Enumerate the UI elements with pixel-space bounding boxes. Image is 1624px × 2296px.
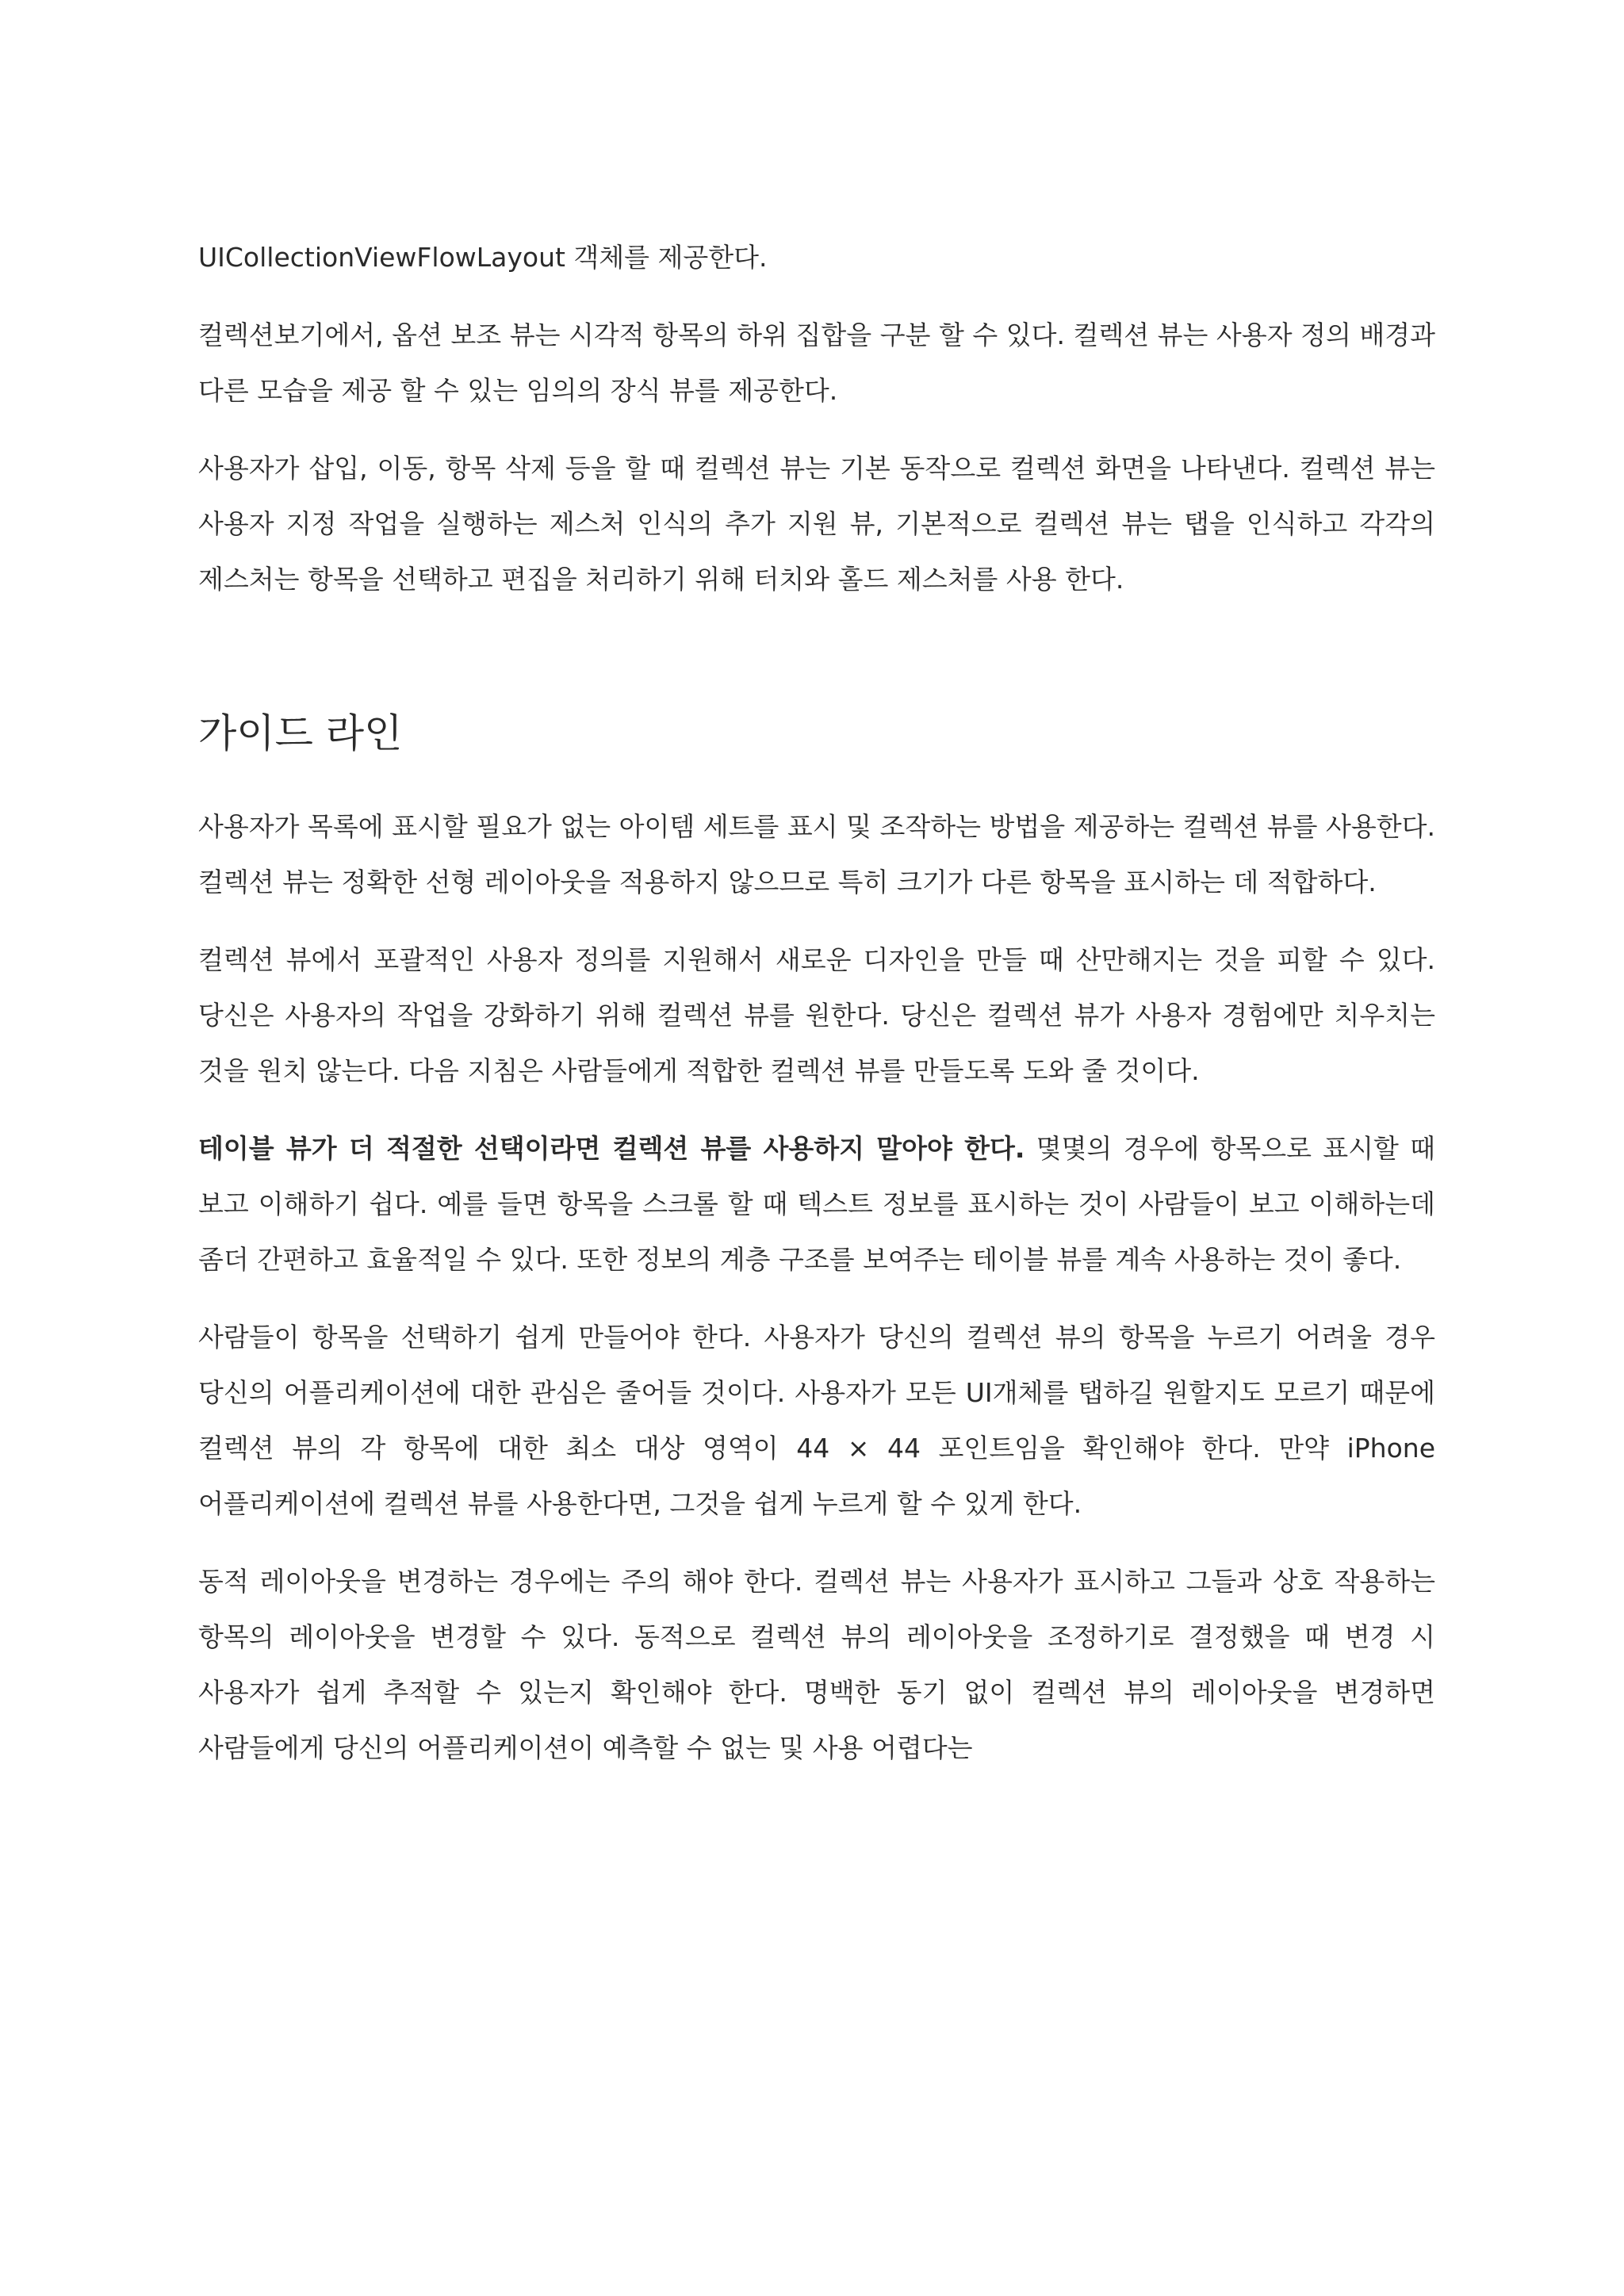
section-title-guidelines: 가이드 라인 xyxy=(198,710,403,756)
paragraph-default-animations: 사용자가 삽입, 이동, 항목 삭제 등을 할 때 컬렉션 뷰는 기본 동작으로 컬렉션 화면을 나타낸다. 컬렉션 뷰는 사용자 지정 작업을 실행하는 제스처 인식의 추가 지원 뷰, 기본적으로 컬렉션 뷰는 탭을 인식하고 각각의 제스처는 항목을 선택하고 편집을 처리하기 위해 터치와 홀드 제스처를 사용 한다. xyxy=(198,453,1435,595)
intro-line: UICollectionViewFlowLayout 객체를 제공한다. xyxy=(198,242,768,273)
paragraph-supplementary-views: 컬렉션보기에서, 옵션 보조 뷰는 시각적 항목의 하위 집합을 구분 할 수 있다. 컬렉션 뷰는 사용자 정의 배경과 다른 모습을 제공 할 수 있는 임의의 장식 뷰를 제공한다. xyxy=(198,320,1435,406)
document-page xyxy=(198,230,1435,1798)
paragraph-body: 몇몇의 경우에 항목으로 표시할 때 보고 이해하기 쉽다. 예를 들면 항목을 스크롤 할 때 텍스트 정보를 표시하는 것이 사람들이 보고 이해하는데 좀더 간편하고 효율적일 수 있다. 또한 정보의 계층 구조를 보여주는 테이블 뷰를 계속 사용하는 것이 좋다. xyxy=(198,1133,1435,1275)
paragraph-table-view-choice xyxy=(198,1121,1435,1288)
paragraph-use-collection-view: 사용자가 목록에 표시할 필요가 없는 아이템 세트를 표시 및 조작하는 방법을 제공하는 컬렉션 뷰를 사용한다. 컬렉션 뷰는 정확한 선형 레이아웃을 적용하지 않으므로 특히 크기가 다른 항목을 표시하는 데 적합하다. xyxy=(198,811,1435,897)
paragraph-dynamic-layout: 동적 레이아웃을 변경하는 경우에는 주의 해야 한다. 컬렉션 뷰는 사용자가 표시하고 그들과 상호 작용하는 항목의 레이아웃을 변경할 수 있다. 동적으로 컬렉션 뷰의 레이아웃을 조정하기로 결정했을 때 변경 시 사용자가 쉽게 추적할 수 있는지 확인해야 한다. 명백한 동기 없이 컬렉션 뷰의 레이아웃을 변경하면 사람들에게 당신의 어플리케이션이 예측할 수 없는 및 사용 어렵다는 xyxy=(198,1566,1435,1763)
paragraph-easy-selection: 사람들이 항목을 선택하기 쉽게 만들어야 한다. 사용자가 당신의 컬렉션 뷰의 항목을 누르기 어려울 경우 당신의 어플리케이션에 대한 관심은 줄어들 것이다. 사용자가 모든 UI개체를 탭하길 원할지도 모르기 때문에 컬렉션 뷰의 각 항목에 대한 최소 대상 영역이 44 × 44 포인트임을 확인해야 한다. 만약 iPhone 어플리케이션에 컬렉션 뷰를 사용한다면, 그것을 쉽게 누르게 할 수 있게 한다. xyxy=(198,1322,1435,1519)
paragraph-avoid-distraction: 컬렉션 뷰에서 포괄적인 사용자 정의를 지원해서 새로운 디자인을 만들 때 산만해지는 것을 피할 수 있다. 당신은 사용자의 작업을 강화하기 위해 컬렉션 뷰를 원한다. 당신은 컬렉션 뷰가 사용자 경험에만 치우치는 것을 원치 않는다. 다음 지침은 사람들에게 적합한 컬렉션 뷰를 만들도록 도와 줄 것이다. xyxy=(198,944,1435,1086)
paragraph-bold-lead: 테이블 뷰가 더 적절한 선택이라면 컬렉션 뷰를 사용하지 말아야 한다. xyxy=(198,1133,1025,1164)
